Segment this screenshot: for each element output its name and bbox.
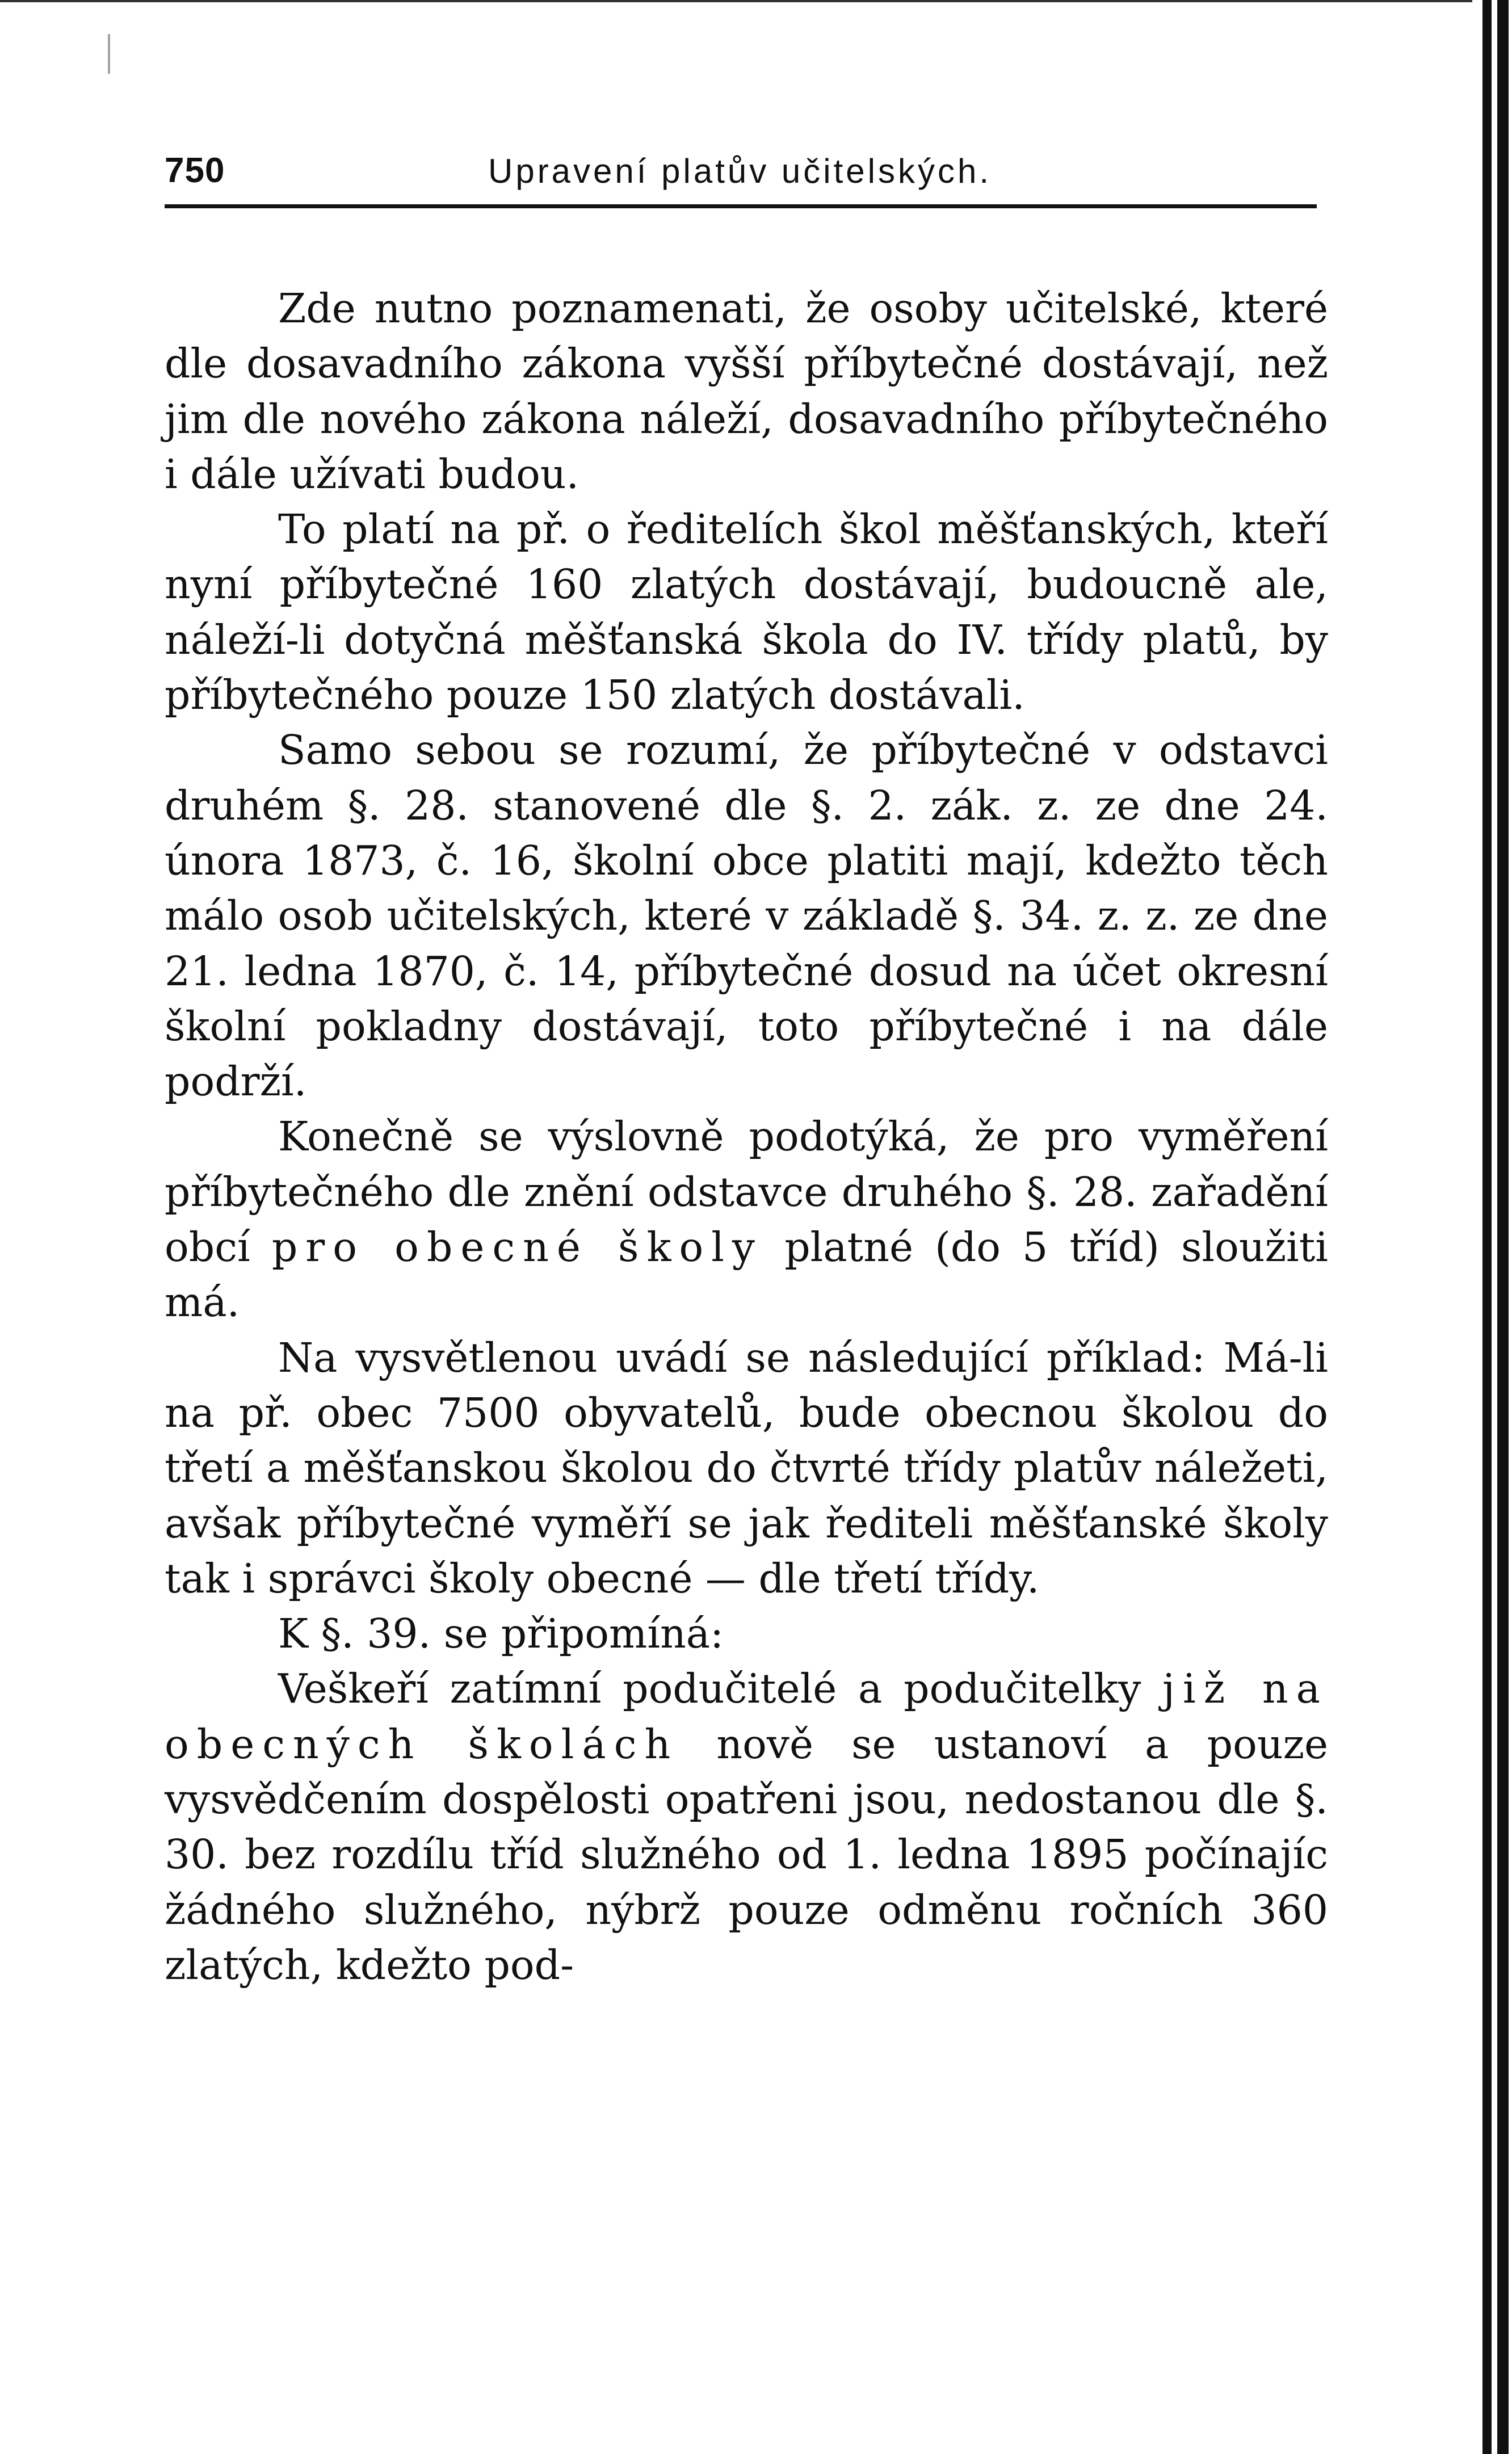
spaced-emphasis: již na obecných školách bbox=[165, 1665, 1328, 1768]
spaced-emphasis: pro obecné školy bbox=[271, 1224, 763, 1271]
paragraph-6: K §. 39. se připomíná: bbox=[278, 1610, 724, 1658]
paragraph-7 bbox=[165, 1661, 1328, 1993]
paragraph-4 bbox=[165, 1109, 1328, 1330]
running-head bbox=[165, 150, 1317, 208]
body-text bbox=[165, 281, 1328, 1993]
paragraph-7-text: Veškeří zatímní podučitelé a podučitelky bbox=[278, 1665, 1163, 1713]
page-number: 750 bbox=[165, 151, 225, 190]
scan-top-edge bbox=[0, 0, 1512, 8]
paragraph-4-text: Konečně se výslovně podotýká, že pro vyměření příbytečného dle znění odstavce druhého §. 28. zařadění obcí bbox=[165, 1113, 1328, 1271]
paragraph-4-text-end: platné (do 5 tříd) sloužiti má. bbox=[165, 1224, 1328, 1326]
paragraph-1: Zde nutno poznamenati, že osoby učitelské, které dle dosavadního zákona vyšší příbytečné dostávají, než jim dle nového zákona náleží, dosavadního příbytečného i dále užívati budou. bbox=[165, 285, 1328, 498]
running-title: Upravení platův učitelských. bbox=[488, 152, 992, 190]
scan-right-edge bbox=[1472, 0, 1512, 2454]
paragraph-3: Samo sebou se rozumí, že příbytečné v odstavci druhém §. 28. stanovené dle §. 2. zák. z. ze dne 24. února 1873, č. 16, školní obce platiti mají, kdežto těch málo osob učitelských, které v základě §. 34. z. z. ze dne 21. ledna 1870, č. 14, příbytečné dosud na účet okresní školní pokladny dostávají, toto příbytečné i na dále podrží. bbox=[165, 726, 1328, 1106]
paragraph-7-text-end: nově se ustanoví a pouze vysvědčením dospělosti opatřeni jsou, nedostanou dle §. 30. bez rozdílu tříd služného od 1. ledna 1895 počínajíc žádného služného, nýbrž pouze odměnu ročních 360 zlatých, kdežto pod- bbox=[165, 1720, 1329, 1989]
paragraph-2: To platí na př. o ředitelích škol měšťanských, kteří nyní příbytečné 160 zlatých dostávají, budoucně ale, náleží-li dotyčná měšťanská škola do IV. třídy platů, by příbytečného pouze 150 zlatých dostávali. bbox=[165, 506, 1328, 719]
scan-speck bbox=[108, 34, 115, 74]
paragraph-5: Na vysvětlenou uvádí se následující příklad: Má-li na př. obec 7500 obyvatelů, bude obecnou školou do třetí a měšťanskou školou do čtvrté třídy platův náležeti, avšak příbytečné vyměří se jak řediteli měšťanské školy tak i správci školy obecné — dle třetí třídy. bbox=[165, 1334, 1328, 1602]
